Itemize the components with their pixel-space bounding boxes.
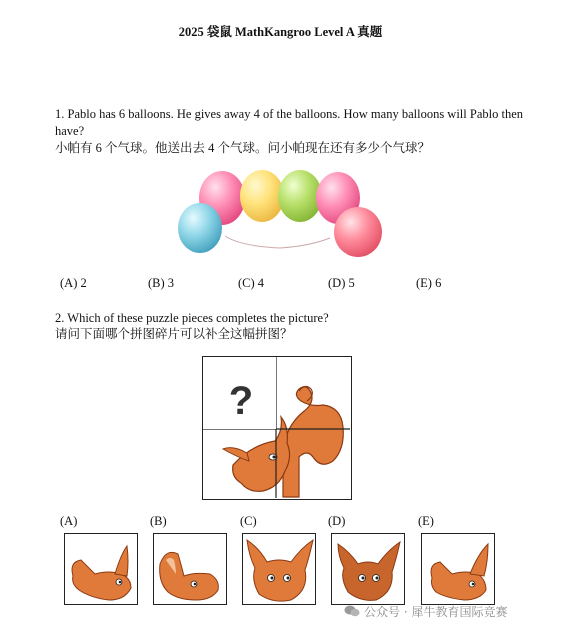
q1-option-a[interactable]: (A) 2 [60, 276, 87, 290]
question-1-number: 1. [55, 107, 65, 121]
q2-option-a-piece[interactable] [64, 533, 138, 605]
q2-option-b-label: (B) [150, 514, 167, 528]
q2-option-d-piece[interactable] [331, 533, 405, 605]
question-2-text-en: Which of these puzzle pieces completes the picture? [67, 311, 329, 325]
question-mark: ? [228, 379, 254, 423]
watermark-text: 公众号 · 犀牛教育国际竞赛 [364, 605, 508, 619]
balloon-red [334, 207, 382, 257]
q2-option-a-label: (A) [60, 514, 78, 528]
watermark [344, 603, 507, 620]
q2-option-b-piece[interactable] [153, 533, 227, 605]
q1-option-b[interactable]: (B) 3 [148, 276, 175, 290]
q2-option-e-piece[interactable] [421, 533, 495, 605]
question-1-text-en: Pablo has 6 balloons. He gives away 4 of the balloons. How many balloons will Pablo then have? [55, 107, 523, 138]
q1-option-d[interactable]: (D) 5 [328, 276, 355, 290]
q2-option-d-label: (D) [328, 514, 346, 528]
question-2-english [55, 310, 525, 327]
kangaroo-body [283, 387, 343, 497]
balloon-blue [178, 203, 222, 253]
balloon-yellow [240, 170, 284, 222]
q2-option-c-piece[interactable] [242, 533, 316, 605]
q1-option-c[interactable]: (C) 4 [238, 276, 265, 290]
q2-option-e-label: (E) [418, 514, 434, 528]
balloons-image [170, 166, 390, 266]
question-2-number: 2. [55, 311, 65, 325]
question-2-chinese: 请问下面哪个拼图碎片可以补全这幅拼图？ [55, 327, 293, 341]
balloon-green [278, 170, 322, 222]
q2-option-c-label: (C) [240, 514, 257, 528]
page-title: 2025 袋鼠 MathKangroo Level A 真题 [178, 25, 383, 39]
wechat-icon [344, 605, 360, 617]
q1-option-e[interactable]: (E) 6 [416, 276, 442, 290]
kangaroo-ear-left [223, 448, 249, 461]
puzzle-picture [202, 356, 352, 500]
question-1-chinese: 小帕有 6 个气球。他送出去 4 个气球。问小帕现在还有多少个气球？ [55, 141, 431, 155]
question-1-english [55, 106, 525, 140]
